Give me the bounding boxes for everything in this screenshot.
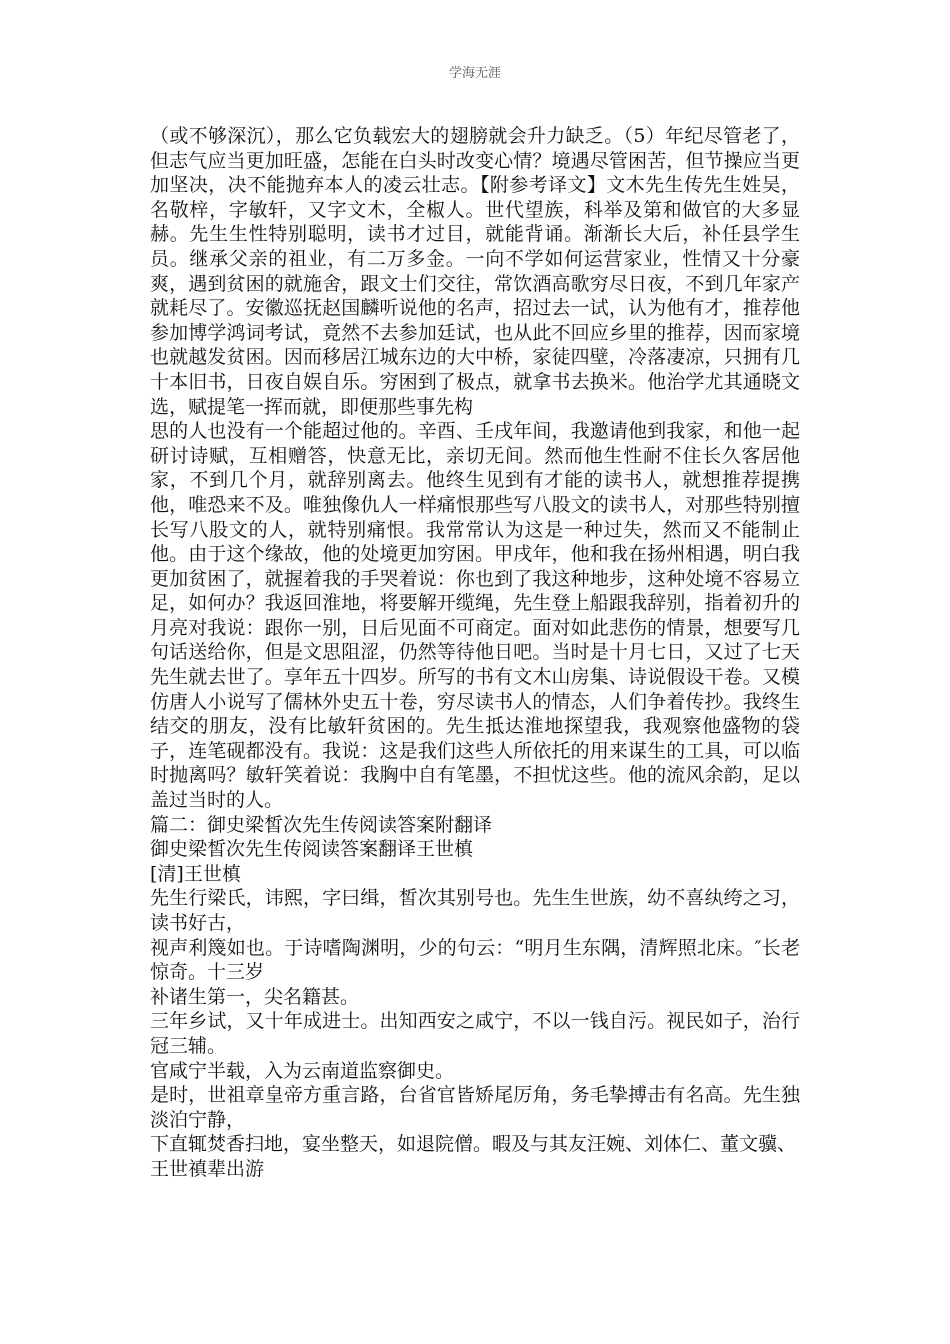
text-paragraph: 是时，世祖章皇帝方重言路，台省官皆矫尾厉角，务毛挚搏击有名高。先生独淡泊宁静， — [150, 1084, 800, 1131]
author-line: [清]王世槙 — [150, 862, 241, 885]
section-title: 篇二：御史梁皙次先生传阅读答案附翻译 — [150, 813, 493, 836]
text-paragraph: 三年乡试，又十年成进士。出知西安之咸宁，不以一钱自污。视民如子，治行冠三辅。 — [150, 1010, 800, 1057]
page-header: 学海无涯 — [448, 66, 501, 81]
paragraph-translation-1: （或不够深沉），那么它负载宏大的翅膀就会升力缺乏。（5）年纪尽管老了，但志气应当更加旺盛，怎能在白头时改变心情？境遇尽管困苦，但节操应当更加坚决，决不能抛弃本人的凌云壮志。【附参考译文】文木先生传先生姓吴，名敬梓，字敏轩，又字文木，全椒人。世代望族，科举及第和做官的大多显赫。先生生性特别聪明，读书才过目，就能背诵。渐渐长大后，补任县学生员。继承父亲的祖业，有二万多金。一向不学如何运营家业，性情又十分豪爽，遇到贫困的就施舍，跟文士们交往，常饮酒高歌穷尽日夜，不到几年家产就耗尽了。安徽巡抚赵国麟听说他的名声，招过去一试，认为他有才，推荐他参加博学鸿词考试，竟然不去参加廷试，也从此不回应乡里的推荐，因而家境也就越发贫困。因而移居江城东边的大中桥，家徒四壁，冷落凄凉，只拥有几十本旧书，日夜自娱自乐。穷困到了极点，就拿书去换米。他治学尤其通晓文选，赋提笔一挥而就，即便那些事先构 — [150, 125, 800, 418]
text-paragraph: 先生行梁氏，讳熙，字曰缉，皙次其别号也。先生生世族，幼不喜纨绔之习，读书好古， — [150, 887, 800, 934]
text-paragraph: 视声利篾如也。于诗嗜陶渊明，少的句云：“明月生东隅，清辉照北床。″长老惊奇。十三岁 — [150, 936, 800, 984]
text-paragraph: 补诸生第一，尖名籍甚。 — [150, 985, 360, 1008]
text-paragraph: 官咸宁半载，入为云南道监察御史。 — [150, 1059, 455, 1082]
document-body — [150, 124, 800, 1182]
text-paragraph: 下直辄焚香扫地，宴坐整天，如退院僧。暇及与其友汪婉、刘体仁、董文骥、王世禛辈出游 — [150, 1133, 797, 1180]
subtitle: 御史梁皙次先生传阅读答案翻译王世槙 — [150, 838, 474, 861]
paragraph-translation-2: 思的人也没有一个能超过他的。辛酉、壬戌年间，我邀请他到我家，和他一起研讨诗赋，互相赠答，快意无比，亲切无间。然而他生性耐不住长久客居他家，不到几个月，就辞别离去。他终生见到有才能的读书人，就想推荐提携他，唯恐来不及。唯独像仇人一样痛恨那些写八股文的读书人，对那些特别擅长写八股文的人，就特别痛恨。我常常认为这是一种过失，然而又不能制止他。由于这个缘故，他的处境更加穷困。甲戌年，他和我在扬州相遇，明白我更加贫困了，就握着我的手哭着说：你也到了我这种地步，这种处境不容易立足，如何办？我返回淮地，将要解开缆绳，先生登上船跟我辞别，指着初升的月亮对我说：跟你一别，日后见面不可商定。面对如此悲伤的情景，想要写几句话送给你，但是文思阻涩，仍然等待他日吧。当时是十月七日，又过了七天先生就去世了。享年五十四岁。所写的书有文木山房集、诗说假设干卷。又模仿唐人小说写了儒林外史五十卷，穷尽读书人的情态，人们争着传抄。我终生结交的朋友，没有比敏轩贫困的。先生抵达淮地探望我，我观察他盛物的袋子，连笔砚都没有。我说：这是我们这些人所依托的用来谋生的工具，可以临时抛离吗？敏轩笑着说：我胸中自有笔墨，不担忧这些。他的流风余韵，足以盖过当时的人。 — [150, 420, 800, 812]
